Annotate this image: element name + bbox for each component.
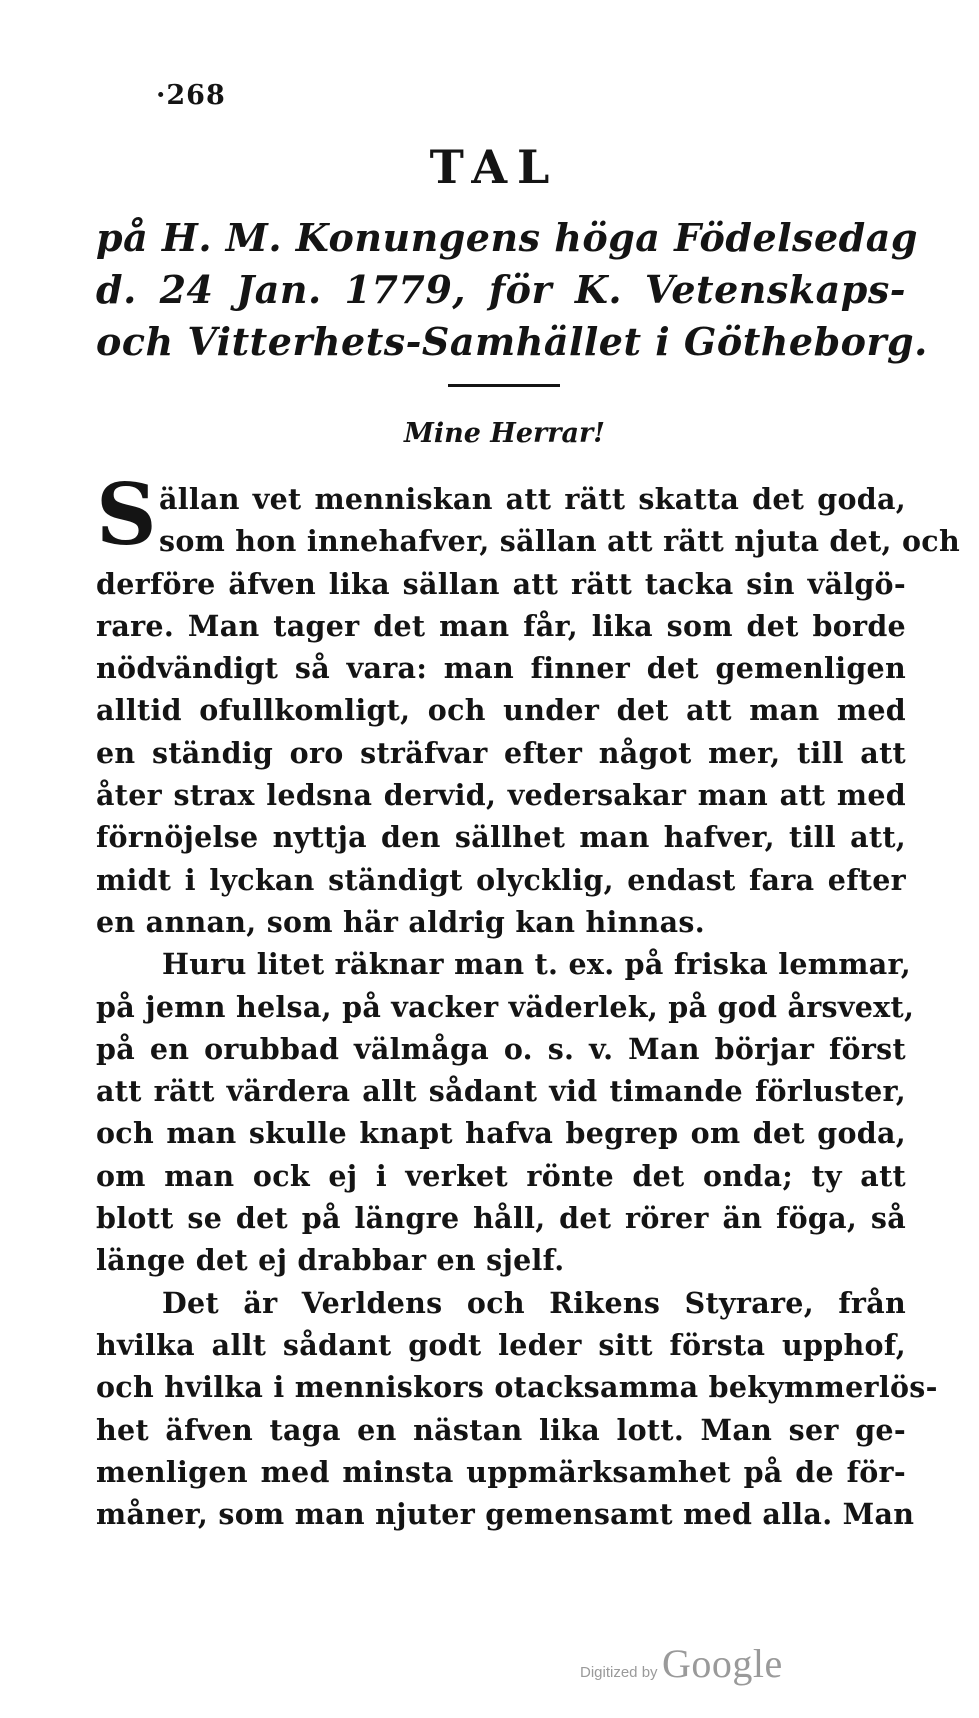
text-line: om man ock ej i verket rönte det onda; ty att [96, 1158, 906, 1193]
page-title: TAL [429, 140, 560, 194]
text-line: hvilka allt sådant godt leder sitt första upphof, [96, 1327, 906, 1362]
text-line: på jemn helsa, på vacker väderlek, på god årsvext, [96, 989, 915, 1024]
paragraph-2 [96, 943, 915, 1281]
subtitle-line: d. 24 Jan. 1779, för K. Vetenskaps- [96, 267, 906, 312]
text-line: ällan vet menniskan att rätt skatta det goda, [158, 482, 906, 516]
text-line: Det är Verldens och Rikens Styrare, från [162, 1285, 906, 1320]
page-number: ·268 [156, 80, 226, 111]
body-text [96, 465, 960, 1535]
watermark-prefix: Digitized by [580, 1664, 658, 1681]
text-line: måner, som man njuter gemensamt med alla. Man [96, 1497, 915, 1532]
text-line: Huru litet räknar man t. ex. på friska lemmar, [162, 947, 911, 982]
text-line: på en orubbad välmåga o. s. v. Man börjar först [96, 1031, 906, 1066]
paragraph-3 [96, 1282, 938, 1536]
salutation: Mine Herrar! [403, 418, 606, 449]
paragraph-1 [96, 465, 960, 943]
text-line: och hvilka i menniskors otacksamma bekymmerlös- [96, 1370, 938, 1405]
text-line: att rätt värdera allt sådant vid timande förluster, [96, 1074, 906, 1109]
google-logo: Google [662, 1641, 783, 1686]
text-line: förnöjelse nyttja den sällhet man hafver, till att, [96, 820, 906, 855]
text-line: en ständig oro sträfvar efter något mer, till att [96, 735, 906, 770]
divider-rule [448, 384, 560, 387]
text-line: alltid ofullkomligt, och under det att man med [96, 693, 906, 728]
text-line: derföre äfven lika sällan att rätt tacka sin välgö- [96, 566, 906, 601]
text-line: och man skulle knapt hafva begrep om det goda, [96, 1116, 906, 1151]
text-line: blott se det på längre håll, det rörer än föga, så [96, 1201, 906, 1236]
text-line: länge det ej drabbar en sjelf. [96, 1243, 565, 1278]
text-line: midt i lyckan ständigt olycklig, endast fara efter [96, 862, 906, 897]
text-line: het äfven taga en nästan lika lott. Man ser ge- [96, 1412, 906, 1447]
digitized-by-google-watermark [580, 1640, 783, 1687]
text-line: som hon innehafver, sällan att rätt njuta det, och [158, 524, 960, 559]
text-line: åter strax ledsna dervid, vedersakar man att med [96, 778, 906, 813]
subtitle-line: och Vitterhets-Samhället i Götheborg. [96, 319, 928, 364]
drop-cap: S [96, 465, 157, 564]
text-line: menligen med minsta uppmärksamhet på de för- [96, 1454, 906, 1489]
text-line: en annan, som här aldrig kan hinnas. [96, 904, 705, 939]
subtitle-line: på H. M. Konungens höga Födelsedag [96, 215, 918, 260]
text-line: nödvändigt så vara: man finner det gemenligen [96, 651, 906, 686]
text-line: rare. Man tager det man får, lika som det borde [96, 608, 906, 643]
subtitle [96, 212, 928, 368]
